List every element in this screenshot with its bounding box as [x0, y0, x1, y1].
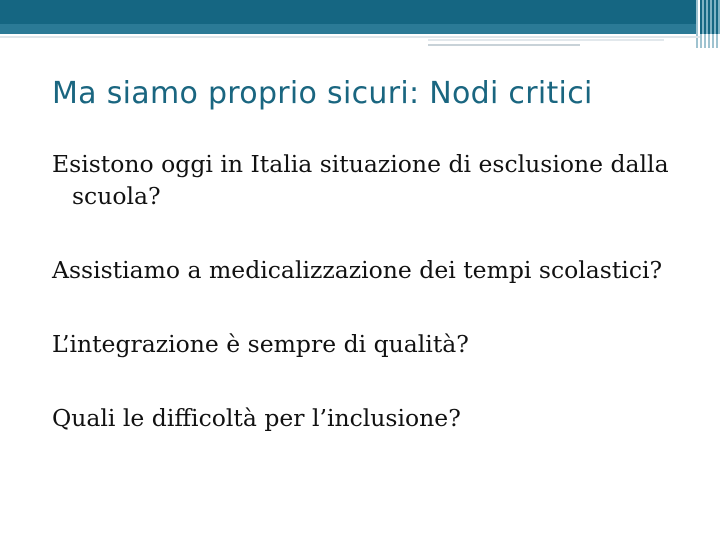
header-band [0, 0, 720, 34]
bullet-point: Quali le difficoltà per l’inclusione? [52, 404, 461, 432]
header-rule [0, 36, 700, 38]
bullet-point: Esistono oggi in Italia situazione di esclusione dalla scuola? [52, 150, 669, 210]
slide-title: Ma siamo proprio sicuri: Nodi critici [52, 76, 593, 111]
bullet-point: L’integrazione è sempre di qualità? [52, 330, 469, 358]
decorative-stripes-dark [700, 0, 720, 34]
bullet-point: Assistiamo a medicalizzazione dei tempi scolastici? [52, 256, 663, 284]
accent-rule-short [428, 44, 580, 46]
header-band-strip [0, 24, 696, 34]
slide-body [52, 148, 702, 476]
accent-rule-long [428, 39, 664, 41]
